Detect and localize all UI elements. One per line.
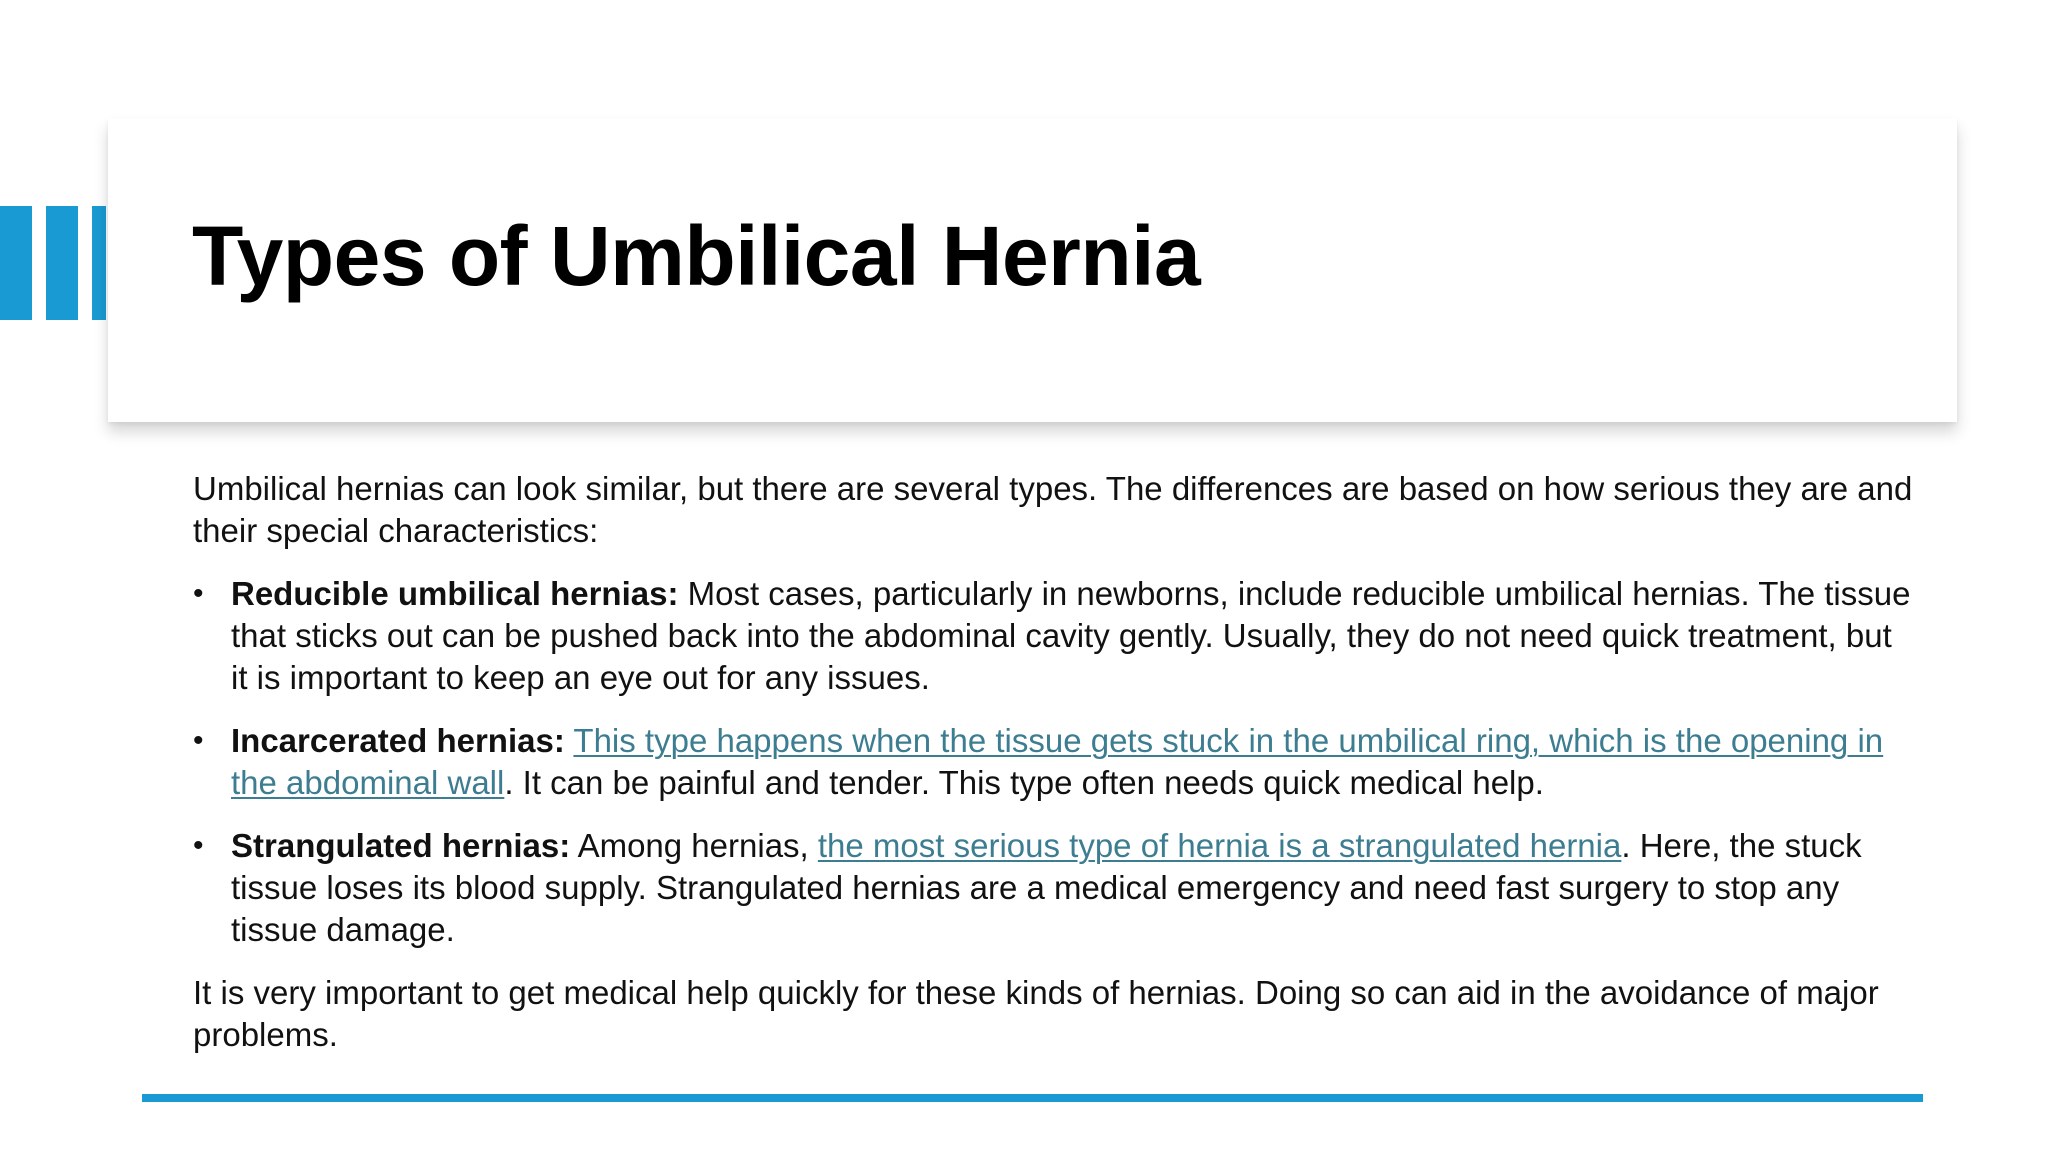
term-reducible: Reducible umbilical hernias:	[231, 575, 679, 612]
text-strangulated-after: . Here, the stuck tissue loses its blood supply. Strangulated hernias are a medical emergency and need fast surgery to stop any tissue damage.	[231, 827, 1862, 948]
closing-paragraph: It is very important to get medical help quickly for these kinds of hernias. Doing so can aid in the avoidance of major problems.	[193, 974, 1879, 1053]
accent-bar-3	[92, 206, 106, 320]
hernia-types-list	[193, 573, 1913, 951]
link-incarcerated[interactable]: This type happens when the tissue gets stuck in the umbilical ring, which is the opening in the abdominal wall	[231, 722, 1884, 801]
term-incarcerated: Incarcerated hernias:	[231, 722, 565, 759]
link-strangulated[interactable]: the most serious type of hernia is a strangulated hernia	[817, 827, 1622, 864]
list-item-reducible	[193, 573, 1913, 699]
text-strangulated-before: Among hernias,	[570, 827, 818, 864]
text-reducible: Most cases, particularly in newborns, include reducible umbilical hernias. The tissue that sticks out can be pushed back into the abdominal cavity gently. Usually, they do not need quick treatment, but it is important to keep an eye out for any issues.	[231, 575, 1911, 696]
slide-title: Types of Umbilical Hernia	[192, 209, 1201, 303]
bullet-icon: •	[193, 829, 204, 862]
accent-bar-1	[0, 206, 32, 320]
accent-bar-2	[46, 206, 78, 320]
term-strangulated: Strangulated hernias:	[231, 827, 571, 864]
title-card	[108, 118, 1957, 422]
slide-body	[193, 468, 1913, 1077]
list-item-strangulated	[193, 825, 1913, 951]
bullet-icon: •	[193, 577, 204, 610]
intro-paragraph: Umbilical hernias can look similar, but there are several types. The differences are based on how serious they are and their special characteristics:	[193, 470, 1913, 549]
bullet-icon: •	[193, 724, 204, 757]
text-incarcerated: . It can be painful and tender. This type often needs quick medical help.	[504, 764, 1544, 801]
footer-divider	[142, 1094, 1923, 1102]
list-item-incarcerated	[193, 720, 1913, 804]
